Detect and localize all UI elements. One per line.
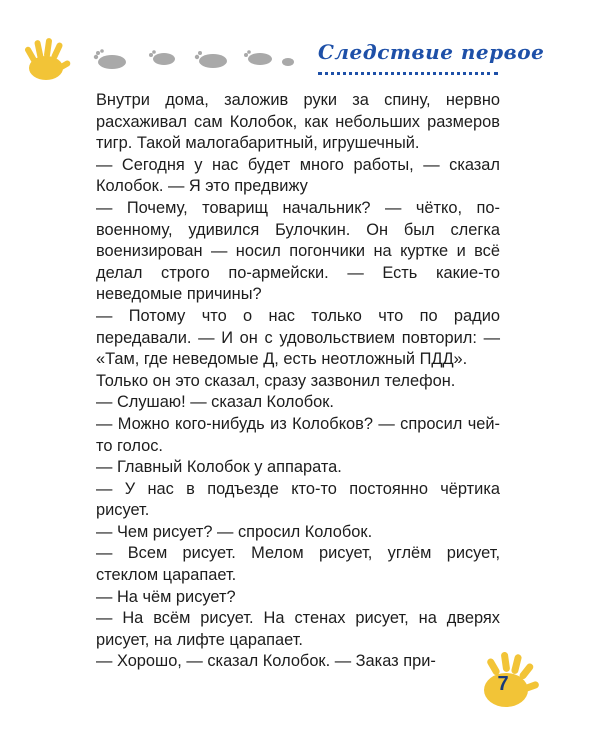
paragraph: — Чем рисует? — спросил Колобок. — [96, 522, 373, 541]
body-text — [96, 90, 500, 673]
paragraph: — Слушаю! — сказал Колобок. — [96, 393, 334, 412]
paragraph: — Сегодня у нас будет много работы, — сказал Колобок. — Я это предвижу — [96, 155, 500, 196]
paragraph: — На всём рисует. На стенах рисует, на дверях рисует, на лифте царапает. — [96, 609, 500, 649]
page-number: 7 — [497, 673, 509, 695]
title-underline — [318, 72, 498, 75]
paragraph: — Можно кого-нибудь из Колобков? — спросил чей-то голос. — [96, 414, 500, 455]
paragraph: — На чём рисует? — [96, 587, 236, 606]
hand-print-icon — [24, 36, 78, 82]
paragraph: — Главный Колобок у аппарата. — [96, 458, 342, 477]
paragraph: — Потому что о нас только что по радио передавали. — И он с удовольствием повторил: — «Там, где неведомые Д, есть неотложный ПДД». — [96, 306, 500, 369]
paragraph: — У нас в подъезде кто-то постоянно чёртика рисует. — [96, 479, 500, 520]
paragraph: Только он это сказал, сразу зазвонил телефон. — [96, 371, 456, 390]
chapter-title: Следствие первое — [318, 40, 545, 64]
paragraph: — Хорошо, — сказал Колобок. — Заказ при- — [96, 652, 436, 671]
paragraph: — Почему, товарищ начальник? — чётко, по-военному, удивился Булочкин. Он был слегка военизирован — носил погончики на куртке и всё делал строго по-армейски. — Есть какие-то неведомые причины? — [96, 198, 500, 304]
footprints-icon — [90, 48, 295, 72]
paragraph: Внутри дома, заложив руки за спину, нервно расхаживал сам Колобок, как небольших размеров тигр. Такой малогабаритный, игрушечный. — [96, 91, 500, 153]
paragraph: — Всем рисует. Мелом рисует, углём рисует, стеклом царапает. — [96, 544, 500, 585]
